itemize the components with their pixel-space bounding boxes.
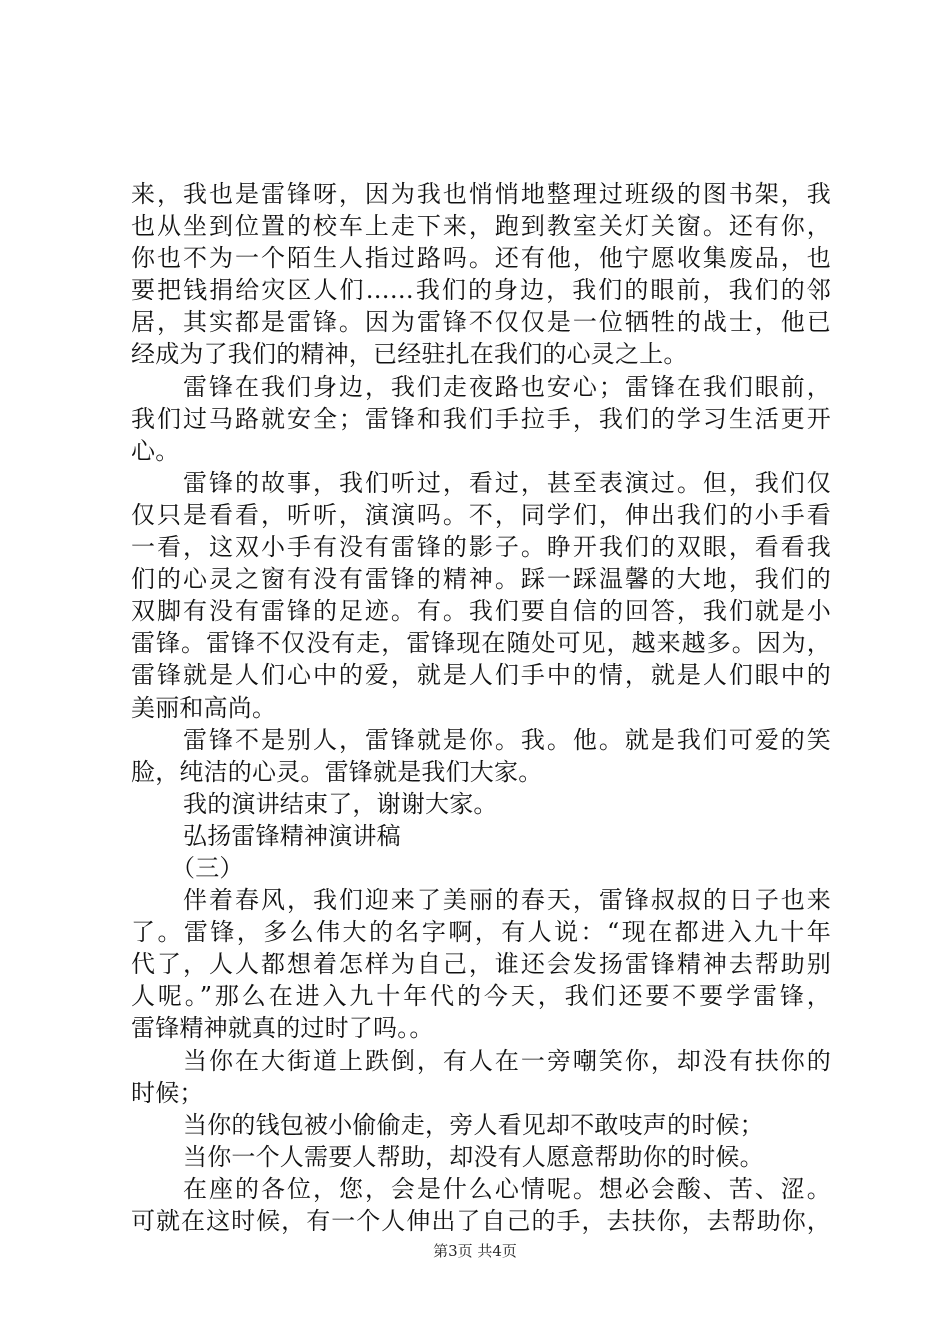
paragraph	[131, 852, 831, 884]
text-line: 时候；	[131, 1078, 204, 1107]
paragraph	[131, 1109, 831, 1141]
paragraph	[131, 1141, 831, 1173]
paragraph	[131, 788, 831, 820]
paragraph	[131, 371, 831, 467]
text-line: 雷锋不是别人，雷锋就是你。我。他。就是我们可爱的笑	[183, 725, 831, 754]
text-line: 经成为了我们的精神，已经驻扎在我们的心灵之上。	[131, 340, 688, 369]
paragraph	[131, 820, 831, 852]
text-line: 一看，这双小手有没有雷锋的影子。睁开我们的双眼，看看我	[131, 533, 831, 562]
text-line: 雷锋的故事，我们听过，看过，甚至表演过。但，我们仅	[183, 468, 831, 497]
text-line: 当你在大街道上跌倒，有人在一旁嘲笑你，却没有扶你的	[183, 1046, 831, 1075]
text-line: 也从坐到位置的校车上走下来，跑到教室关灯关窗。还有你，	[131, 212, 831, 241]
text-line: （三）	[171, 853, 244, 882]
text-line: 们的心灵之窗有没有雷锋的精神。踩一踩温馨的大地，我们的	[131, 565, 831, 594]
text-line: 雷锋在我们身边，我们走夜路也安心；雷锋在我们眼前，	[183, 372, 831, 401]
text-line: 美丽和高尚。	[131, 693, 277, 722]
text-line: 我们过马路就安全；雷锋和我们手拉手，我们的学习生活更开	[131, 404, 831, 433]
text-line: 弘扬雷锋精神演讲稿	[183, 821, 401, 850]
text-line: 你也不为一个陌生人指过路吗。还有他，他宁愿收集废品，也	[131, 244, 831, 273]
text-line: 当你一个人需要人帮助，却没有人愿意帮助你的时候。	[183, 1142, 764, 1171]
paragraph	[131, 467, 831, 724]
text-line: 代了，人人都想着怎样为自己，谁还会发扬雷锋精神去帮助别	[131, 950, 831, 979]
paragraph	[131, 1045, 831, 1109]
page-footer: 第3页 共4页	[433, 1242, 517, 1260]
paragraph	[131, 884, 831, 1044]
text-line: 了。雷锋，多么伟大的名字啊，有人说：“现在都进入九十年	[131, 918, 831, 947]
text-line: 心。	[131, 436, 180, 465]
paragraph	[131, 178, 831, 371]
text-line: 可就在这时候，有一个人伸出了自己的手，去扶你，去帮助你，	[131, 1207, 831, 1235]
text-line: 来，我也是雷锋呀，因为我也悄悄地整理过班级的图书架，我	[131, 180, 831, 208]
paragraph	[131, 1173, 831, 1237]
text-line: 仅只是看看，听听，演演吗。不，同学们，伸出我们的小手看	[131, 500, 831, 529]
text-line: 当你的钱包被小偷偷走，旁人看见却不敢吱声的时候；	[183, 1110, 764, 1139]
text-line: 要把钱捐给灾区人们……我们的身边，我们的眼前，我们的邻	[131, 276, 831, 305]
text-line: 雷锋。雷锋不仅没有走，雷锋现在随处可见，越来越多。因为，	[131, 629, 831, 658]
text-line: 雷锋精神就真的过时了吗。。	[131, 1014, 434, 1043]
text-line: 雷锋就是人们心中的爱，就是人们手中的情，就是人们眼中的	[131, 661, 831, 690]
text-line: 我的演讲结束了，谢谢大家。	[183, 789, 498, 818]
text-line: 人呢。”那么在进入九十年代的今天，我们还要不要学雷锋，	[131, 982, 831, 1011]
text-line: 在座的各位，您，会是什么心情呢。想必会酸、苦、涩。	[183, 1174, 831, 1203]
text-line: 脸，纯洁的心灵。雷锋就是我们大家。	[131, 757, 543, 786]
text-line: 伴着春风，我们迎来了美丽的春天，雷锋叔叔的日子也来	[183, 886, 831, 915]
text-line: 居，其实都是雷锋。因为雷锋不仅仅是一位牺牲的战士，他已	[131, 308, 831, 337]
paragraph	[131, 724, 831, 788]
document-body	[131, 178, 831, 1237]
text-line: 双脚有没有雷锋的足迹。有。我们要自信的回答，我们就是小	[131, 597, 831, 626]
